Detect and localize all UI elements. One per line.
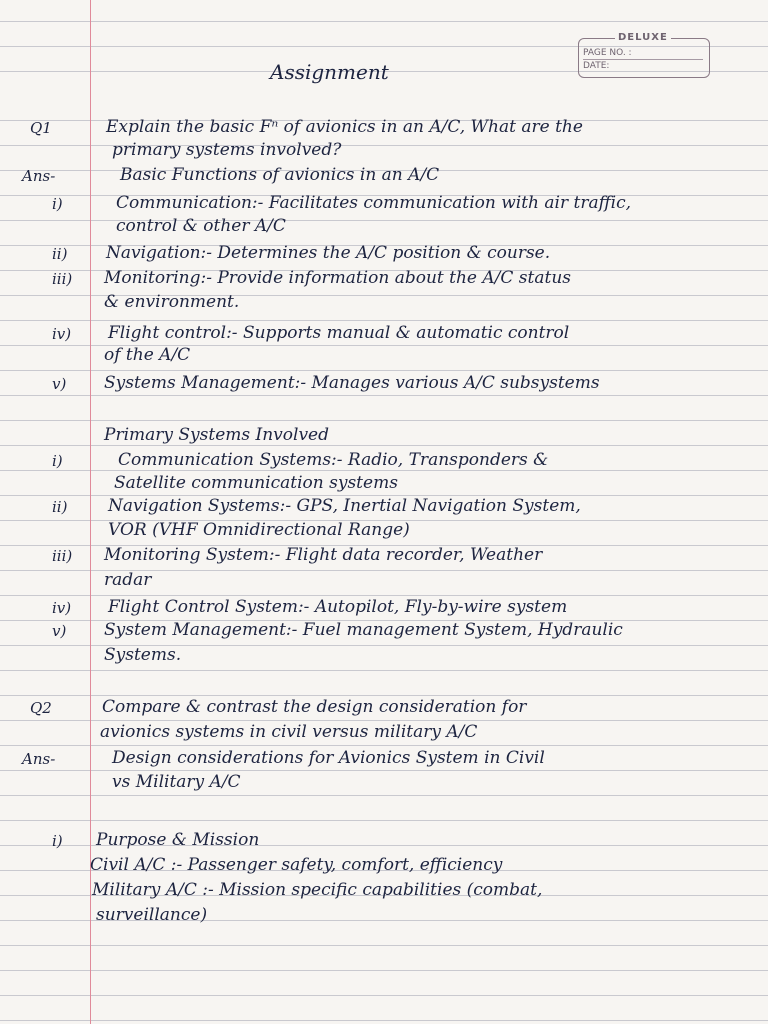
handwritten-line: vs Military A/C [112,772,241,792]
handwritten-line: VOR (VHF Omnidirectional Range) [108,520,410,540]
stamp-page-no: PAGE NO. : [583,48,632,58]
handwritten-line: Systems Management:- Manages various A/C subsystems [104,373,600,393]
stamp-date: DATE: [583,61,610,71]
handwritten-line: Military A/C :- Mission specific capabilities (combat, [92,880,543,900]
handwritten-line: Communication Systems:- Radio, Transponders & [118,450,549,470]
line-label: iii) [52,547,73,565]
line-label: Ans- [22,167,56,185]
line-label: i) [52,195,63,213]
line-label: ii) [52,498,68,516]
line-label: ii) [52,245,68,263]
line-label: i) [52,832,63,850]
line-label: iv) [52,325,72,343]
handwritten-line: Basic Functions of avionics in an A/C [120,165,440,185]
handwritten-line: Purpose & Mission [96,830,260,850]
handwritten-line: Explain the basic Fⁿ of avionics in an A/C, What are the [106,117,583,137]
handwritten-line: System Management:- Fuel management System, Hydraulic [104,620,623,640]
handwritten-line: control & other A/C [116,216,286,236]
handwritten-line: of the A/C [104,345,191,365]
handwritten-line: Flight Control System:- Autopilot, Fly-by-wire system [108,597,568,617]
handwritten-line: Communication:- Facilitates communication with air traffic, [116,193,632,213]
handwritten-line: surveillance) [96,905,208,925]
handwritten-line: Design considerations for Avionics System in Civil [112,748,545,768]
handwritten-line: Monitoring System:- Flight data recorder, Weather [104,545,543,565]
handwritten-line: Navigation Systems:- GPS, Inertial Navigation System, [108,496,581,516]
handwritten-line: Flight control:- Supports manual & automatic control [108,323,570,343]
handwritten-line: radar [104,570,152,590]
stamp-rule [583,59,703,60]
handwritten-line: Navigation:- Determines the A/C position & course. [106,243,551,263]
handwritten-line: Compare & contrast the design consideration for [102,697,527,717]
handwritten-line: Satellite communication systems [114,473,398,493]
line-label: iv) [52,599,72,617]
line-label: Q2 [30,699,52,717]
line-label: Q1 [30,119,52,137]
handwritten-line: Civil A/C :- Passenger safety, comfort, efficiency [90,855,503,875]
handwritten-line: Systems. [104,645,182,665]
stamp-brand: DELUXE [615,32,671,43]
handwritten-line: Primary Systems Involved [104,425,329,445]
page-title: Assignment [270,60,389,84]
line-label: i) [52,452,63,470]
line-label: v) [52,622,67,640]
handwritten-line: avionics systems in civil versus military A/C [100,722,478,742]
handwritten-line: Monitoring:- Provide information about the A/C status [104,268,571,288]
line-label: v) [52,375,67,393]
handwritten-line: & environment. [104,292,240,312]
page-header-stamp [578,32,710,78]
handwritten-line: primary systems involved? [112,140,342,160]
line-label: iii) [52,270,73,288]
line-label: Ans- [22,750,56,768]
